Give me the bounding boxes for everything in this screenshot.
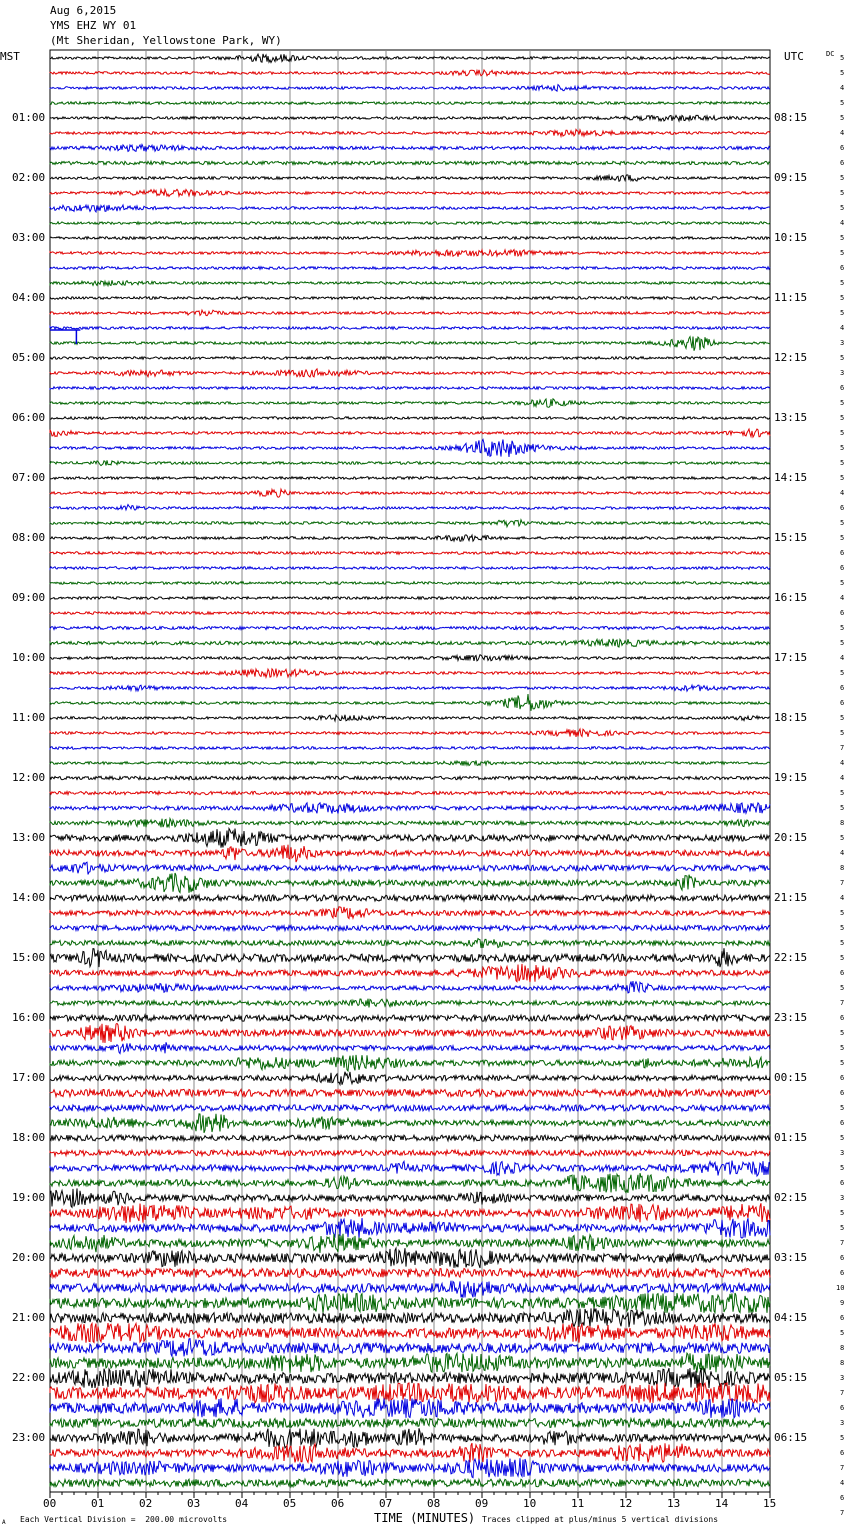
dc-value: 8	[840, 819, 845, 827]
dc-value: 6	[840, 1089, 845, 1097]
trace-94	[50, 1458, 770, 1477]
left-hour-label: 20:00	[12, 1251, 46, 1264]
dc-value: 5	[840, 309, 845, 317]
dc-value: 10	[836, 1284, 845, 1292]
dc-value: 5	[840, 69, 845, 77]
x-tick-label-06: 06	[331, 1497, 345, 1510]
x-tick-label-09: 09	[475, 1497, 489, 1510]
left-hour-label: 09:00	[12, 591, 46, 604]
trace-34	[50, 567, 770, 570]
dc-value: 6	[840, 609, 845, 617]
dc-value: 5	[840, 234, 845, 242]
trace-69	[50, 1089, 770, 1096]
x-tick-label-12: 12	[619, 1497, 633, 1510]
trace-13	[50, 250, 770, 257]
dc-value: 5	[840, 669, 845, 677]
dc-value: 3	[840, 339, 845, 347]
trace-4	[50, 115, 770, 121]
trace-86	[50, 1339, 770, 1357]
trace-79	[50, 1234, 770, 1253]
dc-value: 5	[840, 174, 845, 182]
left-hour-label: 18:00	[12, 1131, 46, 1144]
right-hour-label: 04:15	[774, 1311, 808, 1324]
trace-60	[50, 948, 770, 967]
dc-value: 6	[840, 1074, 845, 1082]
dc-value: 6	[840, 159, 845, 167]
dc-value: 8	[840, 864, 845, 872]
trace-10	[50, 205, 770, 212]
trace-44	[50, 715, 770, 721]
right-hour-label: 05:15	[774, 1371, 808, 1384]
trace-19	[50, 337, 770, 351]
right-hour-label: 21:15	[774, 891, 808, 904]
left-hour-label: 13:00	[12, 831, 46, 844]
dc-value: 3	[840, 1419, 845, 1427]
dc-value: 5	[840, 639, 845, 647]
scale-note: Each Vertical Division = 200.00 microvolts	[20, 1515, 228, 1524]
trace-87	[50, 1353, 770, 1373]
trace-46	[50, 747, 770, 750]
right-hour-label: 22:15	[774, 951, 808, 964]
dc-value: 5	[840, 54, 845, 62]
trace-62	[50, 981, 770, 993]
dc-value: 6	[840, 699, 845, 707]
dc-value: 5	[840, 1104, 845, 1112]
trace-68	[50, 1072, 770, 1085]
right-hour-label: 10:15	[774, 231, 808, 244]
trace-49	[50, 791, 770, 794]
trace-26	[50, 440, 770, 457]
right-hour-label: 01:15	[774, 1131, 808, 1144]
dc-value: 5	[840, 189, 845, 197]
dc-value: 5	[840, 1059, 845, 1067]
dc-value: 3	[840, 1149, 845, 1157]
left-hour-label: 10:00	[12, 651, 46, 664]
dc-value: 5	[840, 984, 845, 992]
dc-value: 6	[840, 564, 845, 572]
dc-value: 5	[840, 414, 845, 422]
dc-value: 5	[840, 579, 845, 587]
trace-65	[50, 1023, 770, 1043]
dc-value: 5	[840, 279, 845, 287]
dc-value: 4	[840, 129, 845, 137]
trace-2	[50, 85, 770, 92]
trace-9	[50, 189, 770, 196]
trace-85	[50, 1323, 770, 1343]
left-hour-label: 06:00	[12, 411, 46, 424]
left-hour-label: 14:00	[12, 891, 46, 904]
right-hour-label: 15:15	[774, 531, 808, 544]
right-hour-label: 09:15	[774, 171, 808, 184]
dc-value: 5	[840, 1044, 845, 1052]
trace-35	[50, 582, 770, 585]
dc-value: 5	[840, 1434, 845, 1442]
trace-32	[50, 535, 770, 541]
trace-83	[50, 1293, 770, 1313]
left-hour-label: 11:00	[12, 711, 46, 724]
trace-7	[50, 161, 770, 164]
trace-30	[50, 505, 770, 511]
dc-value: 5	[840, 834, 845, 842]
dc-value: 4	[840, 894, 845, 902]
right-hour-label: 11:15	[774, 291, 808, 304]
dc-value: 3	[840, 1194, 845, 1202]
trace-63	[50, 999, 770, 1008]
dc-value: 4	[840, 759, 845, 767]
left-hour-label: 22:00	[12, 1371, 46, 1384]
x-tick-label-04: 04	[235, 1497, 249, 1510]
left-hour-label: 12:00	[12, 771, 46, 784]
plot-date: Aug 6,2015	[50, 4, 117, 17]
trace-25	[50, 429, 770, 437]
trace-71	[50, 1114, 770, 1133]
trace-0	[50, 54, 770, 63]
trace-17	[50, 310, 770, 316]
right-hour-label: 08:15	[774, 111, 808, 124]
dc-value: 5	[840, 1224, 845, 1232]
dc-value: 5	[840, 804, 845, 812]
trace-8	[50, 175, 770, 181]
x-tick-label-05: 05	[283, 1497, 297, 1510]
right-hour-label: 23:15	[774, 1011, 808, 1024]
dc-value: 7	[840, 879, 845, 887]
dc-value: 7	[840, 1389, 845, 1397]
trace-51	[50, 819, 770, 828]
dc-value: 5	[840, 939, 845, 947]
x-tick-label-07: 07	[379, 1497, 393, 1510]
trace-47	[50, 761, 770, 766]
left-hour-label: 16:00	[12, 1011, 46, 1024]
x-tick-label-15: 15	[763, 1497, 777, 1510]
trace-28	[50, 477, 770, 480]
left-hour-label: 01:00	[12, 111, 46, 124]
dc-value: 5	[840, 534, 845, 542]
x-tick-label-01: 01	[91, 1497, 105, 1510]
right-hour-label: 18:15	[774, 711, 808, 724]
trace-31	[50, 520, 770, 527]
trace-15	[50, 280, 770, 285]
dc-value: 4	[840, 324, 845, 332]
trace-27	[50, 460, 770, 465]
clip-note: Traces clipped at plus/minus 5 vertical divisions	[482, 1515, 719, 1524]
trace-6	[50, 145, 770, 152]
trace-1	[50, 70, 770, 76]
dc-value: 6	[840, 684, 845, 692]
dc-value: 5	[840, 249, 845, 257]
left-hour-label: 15:00	[12, 951, 46, 964]
dc-value: 5	[840, 399, 845, 407]
right-timezone-label: UTC	[784, 50, 804, 63]
trace-40	[50, 655, 770, 661]
dc-value: 7	[840, 999, 845, 1007]
dc-value: 7	[840, 744, 845, 752]
dc-value: 6	[840, 384, 845, 392]
dc-value: 5	[840, 1329, 845, 1337]
dc-value: 5	[840, 519, 845, 527]
dc-value: 5	[840, 624, 845, 632]
x-tick-label-00: 00	[43, 1497, 57, 1510]
x-tick-label-13: 13	[667, 1497, 681, 1510]
trace-52	[50, 829, 770, 848]
dc-value: 5	[840, 204, 845, 212]
trace-21	[50, 369, 770, 377]
dc-value: 4	[840, 594, 845, 602]
station-code: YMS EHZ WY 01	[50, 19, 137, 32]
left-hour-label: 23:00	[12, 1431, 46, 1444]
dc-value: 7	[840, 1464, 845, 1472]
trace-18	[50, 327, 770, 330]
trace-22	[50, 387, 770, 390]
trace-61	[50, 964, 770, 982]
dc-value: 3	[840, 1374, 845, 1382]
trace-90	[50, 1398, 770, 1418]
trace-53	[50, 845, 770, 862]
right-hour-label: 03:15	[774, 1251, 808, 1264]
dc-value: 6	[840, 1014, 845, 1022]
trace-77	[50, 1203, 770, 1223]
trace-48	[50, 776, 770, 779]
trace-58	[50, 925, 770, 930]
trace-3	[50, 102, 770, 105]
left-hour-label: 19:00	[12, 1191, 46, 1204]
trace-39	[50, 639, 770, 647]
right-hour-label: 17:15	[774, 651, 808, 664]
left-hour-label: 03:00	[12, 231, 46, 244]
trace-16	[50, 297, 770, 300]
dc-value: 6	[840, 549, 845, 557]
dc-value: 5	[840, 714, 845, 722]
dc-value: 5	[840, 1134, 845, 1142]
trace-14	[50, 267, 770, 270]
trace-54	[50, 862, 770, 874]
trace-66	[50, 1042, 770, 1053]
trace-73	[50, 1150, 770, 1156]
right-hour-label: 00:15	[774, 1071, 808, 1084]
dc-value: 4	[840, 849, 845, 857]
dc-value: 8	[840, 1344, 845, 1352]
dc-value: 5	[840, 474, 845, 482]
trace-78	[50, 1218, 770, 1238]
dc-value: 5	[840, 729, 845, 737]
trace-59	[50, 939, 770, 948]
left-hour-label: 17:00	[12, 1071, 46, 1084]
right-hour-label: 02:15	[774, 1191, 808, 1204]
trace-42	[50, 685, 770, 691]
dc-value: 6	[840, 1314, 845, 1322]
dc-value: 5	[840, 1164, 845, 1172]
left-hour-label: 02:00	[12, 171, 46, 184]
dc-value: 6	[840, 969, 845, 977]
plot-frame	[50, 50, 770, 1492]
dc-value: 6	[840, 144, 845, 152]
trace-43	[50, 694, 770, 711]
dc-value: 5	[840, 1029, 845, 1037]
trace-95	[50, 1479, 770, 1487]
dc-value: 6	[840, 1119, 845, 1127]
trace-29	[50, 489, 770, 497]
trace-45	[50, 729, 770, 737]
dc-value: 6	[840, 504, 845, 512]
dc-value: 4	[840, 774, 845, 782]
trace-33	[50, 552, 770, 555]
dc-value: 7	[840, 1239, 845, 1247]
trace-20	[50, 357, 770, 360]
dc-value: 6	[840, 1269, 845, 1277]
left-hour-label: 07:00	[12, 471, 46, 484]
dc-value: 4	[840, 489, 845, 497]
trace-24	[50, 417, 770, 420]
trace-88	[50, 1368, 770, 1388]
dc-value: 6	[840, 264, 845, 272]
right-hour-label: 16:15	[774, 591, 808, 604]
right-hour-label: 13:15	[774, 411, 808, 424]
dc-value: 4	[840, 1479, 845, 1487]
right-hour-label: 06:15	[774, 1431, 808, 1444]
dc-value: 6	[840, 1404, 845, 1412]
x-tick-label-10: 10	[523, 1497, 537, 1510]
dc-value: 8	[840, 1359, 845, 1367]
dc-value: 7	[840, 1509, 845, 1517]
dc-value: 6	[840, 1449, 845, 1457]
trace-75	[50, 1173, 770, 1193]
corner-mark: A	[2, 1519, 6, 1526]
dc-value: 5	[840, 789, 845, 797]
dc-value: 5	[840, 99, 845, 107]
x-axis-label: TIME (MINUTES)	[374, 1511, 476, 1525]
right-hour-label: 12:15	[774, 351, 808, 364]
left-hour-label: 08:00	[12, 531, 46, 544]
left-hour-label: 21:00	[12, 1311, 46, 1324]
trace-56	[50, 895, 770, 901]
x-tick-label-02: 02	[139, 1497, 153, 1510]
dc-value: 9	[840, 1299, 845, 1307]
trace-50	[50, 803, 770, 814]
trace-81	[50, 1269, 770, 1278]
trace-5	[50, 129, 770, 136]
trace-70	[50, 1105, 770, 1111]
trace-23	[50, 399, 770, 407]
dc-value: 6	[840, 1494, 845, 1502]
dc-header-label: DC	[826, 50, 835, 58]
trace-55	[50, 873, 770, 893]
trace-72	[50, 1135, 770, 1141]
dc-value: 5	[840, 114, 845, 122]
dc-value: 5	[840, 294, 845, 302]
trace-80	[50, 1248, 770, 1268]
dc-value: 5	[840, 924, 845, 932]
dc-value: 5	[840, 459, 845, 467]
dc-value: 5	[840, 429, 845, 437]
trace-89	[50, 1383, 770, 1403]
dc-value: 5	[840, 909, 845, 917]
trace-57	[50, 907, 770, 919]
right-hour-label: 19:15	[774, 771, 808, 784]
trace-93	[50, 1443, 770, 1462]
trace-12	[50, 237, 770, 240]
dc-value: 4	[840, 84, 845, 92]
trace-41	[50, 669, 770, 678]
dc-value: 6	[840, 1254, 845, 1262]
trace-82	[50, 1281, 770, 1298]
x-tick-label-11: 11	[571, 1497, 585, 1510]
dc-value: 4	[840, 654, 845, 662]
dc-value: 5	[840, 354, 845, 362]
left-hour-label: 04:00	[12, 291, 46, 304]
dc-value: 4	[840, 219, 845, 227]
trace-64	[50, 1015, 770, 1021]
left-timezone-label: MST	[0, 50, 20, 63]
right-hour-label: 20:15	[774, 831, 808, 844]
dc-value: 5	[840, 954, 845, 962]
trace-11	[50, 222, 770, 225]
dc-value: 5	[840, 444, 845, 452]
x-tick-label-03: 03	[187, 1497, 201, 1510]
x-tick-label-08: 08	[427, 1497, 441, 1510]
trace-36	[50, 597, 770, 600]
trace-92	[50, 1428, 770, 1448]
trace-38	[50, 626, 770, 629]
trace-67	[50, 1055, 770, 1071]
dc-value: 3	[840, 369, 845, 377]
left-hour-label: 05:00	[12, 351, 46, 364]
dc-value: 5	[840, 1209, 845, 1217]
station-location: (Mt Sheridan, Yellowstone Park, WY)	[50, 34, 282, 47]
trace-37	[50, 612, 770, 615]
trace-84	[50, 1308, 770, 1327]
trace-91	[50, 1419, 770, 1428]
dc-value: 6	[840, 1179, 845, 1187]
trace-74	[50, 1161, 770, 1176]
x-tick-label-14: 14	[715, 1497, 729, 1510]
right-hour-label: 14:15	[774, 471, 808, 484]
